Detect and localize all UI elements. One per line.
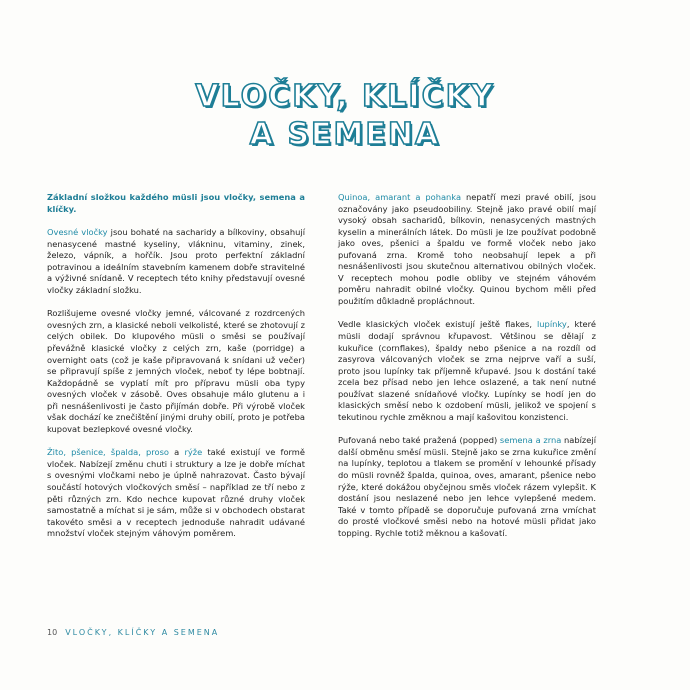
page-number: 10 [47,628,58,637]
paragraph-pseudograins [338,192,596,307]
highlight-term: semena a zrna [499,435,562,446]
page-footer [47,628,219,637]
paragraph-text: Vedle klasických vloček existují ještě flakes, [338,319,537,330]
paragraph-text: nepatří mezi pravé obilí, jsou označovány jako pseudoobiliny. Stejně jako pravé obilí mají vysoký obsah sacharidů, bílkovin, nenasycených mastných kyselin a minerálních látek. Do müsli je lze používat podobně jako oves, pšenici a špaldu ve formě vloček nebo jako pufovaná zrna. Kromě toho neobsahují lepek a při nesnášenlivosti jsou skutečnou alternativou obilných vloček. V receptech mohou podle obliby ve stejném váhovém poměru nahradit obilné vločky. Quinou bychom měli před použitím důkladně propláchnout. [338,192,596,306]
running-title: VLOČKY, KLÍČKY A SEMENA [65,628,220,637]
paragraph-flakes [338,319,596,423]
left-column [47,192,305,552]
highlight-term: rýže [184,447,203,458]
paragraph-oats [47,227,305,296]
paragraph-text: jsou bohaté na sacharidy a bílkoviny, obsahují nenasycené mastné kyseliny, vlákninu, vitaminy, zinek, železo, vápník, a hořčík. Jsou proto perfektní základní potravinou a ideálním stavebním kamenem dobře stravitelné a výživné snídaně. V receptech této knihy představují ovesné vločky základní složku. [47,227,306,295]
highlight-term: Žito, pšenice, špalda, proso [47,447,169,458]
paragraph-text: také existují ve formě vloček. Nabízejí změnu chuti i struktury a lze je dobře míchat s ovesnými vločkami nebo je úplně nahrazovat. Často bývají součástí hotových vločkových směsí – například ze tří nebo z pěti různých zrn. Kdo nechce kupovat různé druhy vloček samostatně a míchat si je sám, může si v obchodech obstarat takovéto směsi a v receptech jednoduše nahradit udávané množství vloček stejným váhovým poměrem. [47,447,305,539]
intro-paragraph: Základní složkou každého müsli jsou vločky, semena a klíčky. [47,192,305,214]
highlight-term: Quinoa, amarant a pohanka [338,192,462,202]
page-title-line2: A SEMENA [249,117,441,152]
paragraph-oat-types: Rozlišujeme ovesné vločky jemné, válcované z rozdrcených ovesných zrn, a klasické neboli velkolisté, které se zhotovují z celých obilek. Do klupového müsli o směsi se používají převážně klasické vločky z celých zrn, kaše (porridge) a overnight oats (což je kaše připravovaná k snídani už večer) se připravují spíše z jemných vloček, neboť ty lépe bobtnají. Každopádně se vyplatí mít pro přípravu müsli oba typy ovesných vloček v zásobě. Oves obsahuje málo glutenu a i při nesnášenlivosti je často přijímán dobře. Při výrobě vloček však dochází ke znečištění jinými druhy obilí, proto je potřeba kupovat bezlepkové ovesné vločky. [47,308,305,434]
paragraph-puffed [338,435,596,539]
highlight-term: Ovesné vločky [47,227,108,238]
paragraph-text: , které müsli dodají správnou křupavost. Většinou se dělají z kukuřice (cornflakes), špaldy nebo pšenice a na rozdíl od zasyrova válcovaných vloček se zrna nejprve vaří a suší, proto jsou lupínky tak příjemně křupavé. Jsou k dostání také zcela bez přísad nebo jen lehce oslazené, a tak není nutné používat slazené snídaňové vločky. Lupínky se hodí jen do klasických směsí nebo k ozdobení müsli, jelikož ve spojení s tekutinou rychle změknou a mají kašovitou konzistenci. [338,319,596,422]
highlight-term: lupínky [536,319,567,330]
right-column [338,192,596,551]
paragraph-text: Pufovaná nebo také pražená (popped) [338,435,500,446]
paragraph-text: nabízejí další obměnu směsí müsli. Stejně jako se zrna kukuřice změní na lupínky, teplotou a tlakem se promění v lehounké přísady do müsli rovněž špalda, quinoa, oves, amarant, pšenice nebo rýže, které dokážou obyčejnou směs vloček rázem vylepšit. K dostání jsou neslazené nebo jen lehce vylepšené medem. Také v tomto případě se doporučuje pufovaná zrna vmíchat do prosté vločkové směsi nebo na hotové müsli přidat jako topping. Rychle totiž měknou a kašovatí. [338,435,596,538]
paragraph-grains [47,447,305,539]
page-title-line1: VLOČKY, KLÍČKY [195,79,495,114]
paragraph-text: a [169,447,185,458]
